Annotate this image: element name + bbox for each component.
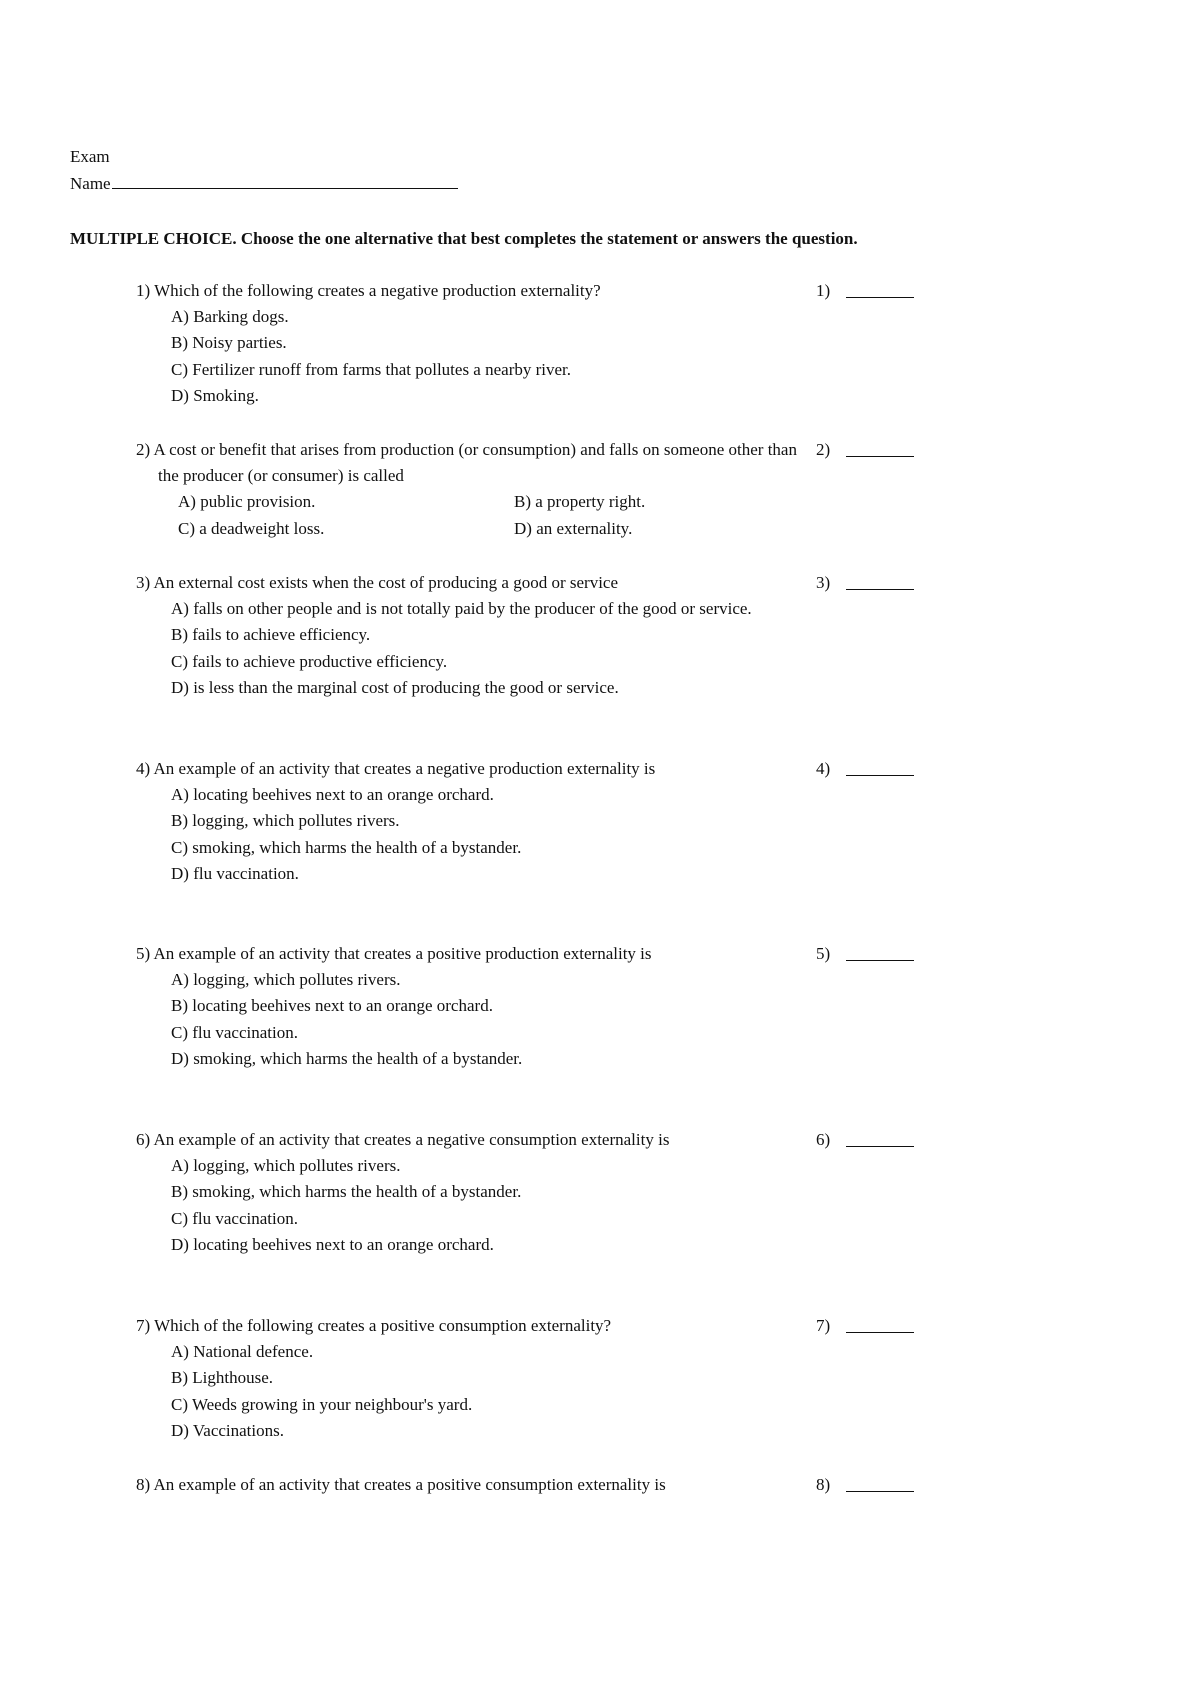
choice-b: B) logging, which pollutes rivers. bbox=[171, 811, 400, 831]
answer-number: 5) bbox=[816, 944, 831, 963]
choice-a: A) logging, which pollutes rivers. bbox=[171, 970, 401, 990]
choice-d: D) Smoking. bbox=[171, 385, 259, 405]
answer-number: 1) bbox=[816, 281, 831, 300]
choice-b: B) fails to achieve efficiency. bbox=[171, 625, 371, 645]
choice-c: C) flu vaccination. bbox=[171, 1022, 298, 1042]
choice-a: A) Barking dogs. bbox=[171, 307, 289, 327]
answer-blank bbox=[846, 1146, 914, 1147]
answer-blank bbox=[846, 589, 914, 590]
answer-number: 8) bbox=[816, 1475, 831, 1494]
question-stem: 8) An example of an activity that creates a positive consumption externality is bbox=[136, 1475, 666, 1494]
choice-c: C) smoking, which harms the health of a bystander. bbox=[171, 837, 522, 857]
choice-d: D) Vaccinations. bbox=[171, 1420, 284, 1440]
question-stem: 5) An example of an activity that creates a positive production externality is bbox=[136, 944, 652, 963]
question-8 bbox=[136, 1472, 996, 1498]
question-stem: 4) An example of an activity that creates a negative production externality is bbox=[136, 759, 656, 778]
choice-a: A) public provision. bbox=[178, 492, 316, 512]
instructions: MULTIPLE CHOICE. Choose the one alternative that best completes the statement or answers the question. bbox=[70, 229, 858, 248]
choice-d: D) flu vaccination. bbox=[171, 863, 299, 883]
choice-d: D) is less than the marginal cost of producing the good or service. bbox=[171, 677, 619, 697]
choice-c: C) flu vaccination. bbox=[171, 1208, 298, 1228]
name-label: Name bbox=[70, 174, 111, 193]
answer-blank bbox=[846, 775, 914, 776]
question-stem: 6) An example of an activity that creates a negative consumption externality is bbox=[136, 1130, 670, 1149]
answer-number: 2) bbox=[816, 440, 831, 459]
answer-blank bbox=[846, 960, 914, 961]
choice-c: C) fails to achieve productive efficiency. bbox=[171, 651, 448, 671]
question-stem: 7) Which of the following creates a positive consumption externality? bbox=[136, 1316, 612, 1335]
question-stem: 2) A cost or benefit that arises from production (or consumption) and falls on someone other than the producer (or consumer) is called bbox=[136, 440, 797, 486]
answer-number: 3) bbox=[816, 573, 831, 592]
choice-d: D) locating beehives next to an orange orchard. bbox=[171, 1234, 494, 1254]
name-field bbox=[70, 174, 458, 194]
answer-number: 4) bbox=[816, 759, 831, 778]
choice-d: D) an externality. bbox=[514, 518, 633, 538]
answer-number: 6) bbox=[816, 1130, 831, 1149]
question-6 bbox=[136, 1127, 996, 1258]
choice-c: C) a deadweight loss. bbox=[178, 518, 325, 538]
choice-c: C) Weeds growing in your neighbour's yard. bbox=[171, 1394, 473, 1414]
question-1 bbox=[136, 278, 996, 409]
question-7 bbox=[136, 1313, 996, 1444]
choices-grid bbox=[178, 489, 996, 541]
choice-c: C) Fertilizer runoff from farms that pollutes a nearby river. bbox=[171, 359, 572, 379]
question-4 bbox=[136, 756, 996, 887]
question-2 bbox=[136, 437, 996, 542]
choice-d: D) smoking, which harms the health of a bystander. bbox=[171, 1048, 523, 1068]
exam-label: Exam bbox=[70, 147, 110, 166]
answer-number: 7) bbox=[816, 1316, 831, 1335]
choice-a: A) National defence. bbox=[171, 1342, 314, 1362]
choice-b: B) Noisy parties. bbox=[171, 333, 287, 353]
choice-a: A) locating beehives next to an orange orchard. bbox=[171, 785, 494, 805]
choice-b: B) a property right. bbox=[514, 492, 646, 512]
choice-a: A) falls on other people and is not totally paid by the producer of the good or service. bbox=[171, 599, 752, 619]
name-underline bbox=[112, 176, 458, 189]
choice-a: A) logging, which pollutes rivers. bbox=[171, 1156, 401, 1176]
choice-b: B) smoking, which harms the health of a bystander. bbox=[171, 1182, 522, 1202]
question-5 bbox=[136, 941, 996, 1072]
answer-blank bbox=[846, 297, 914, 298]
answer-blank bbox=[846, 456, 914, 457]
answer-blank bbox=[846, 1332, 914, 1333]
question-stem: 1) Which of the following creates a negative production externality? bbox=[136, 281, 601, 300]
choice-b: B) Lighthouse. bbox=[171, 1368, 273, 1388]
question-stem: 3) An external cost exists when the cost of producing a good or service bbox=[136, 573, 619, 592]
choice-b: B) locating beehives next to an orange orchard. bbox=[171, 996, 493, 1016]
answer-blank bbox=[846, 1491, 914, 1492]
question-3 bbox=[136, 570, 996, 701]
